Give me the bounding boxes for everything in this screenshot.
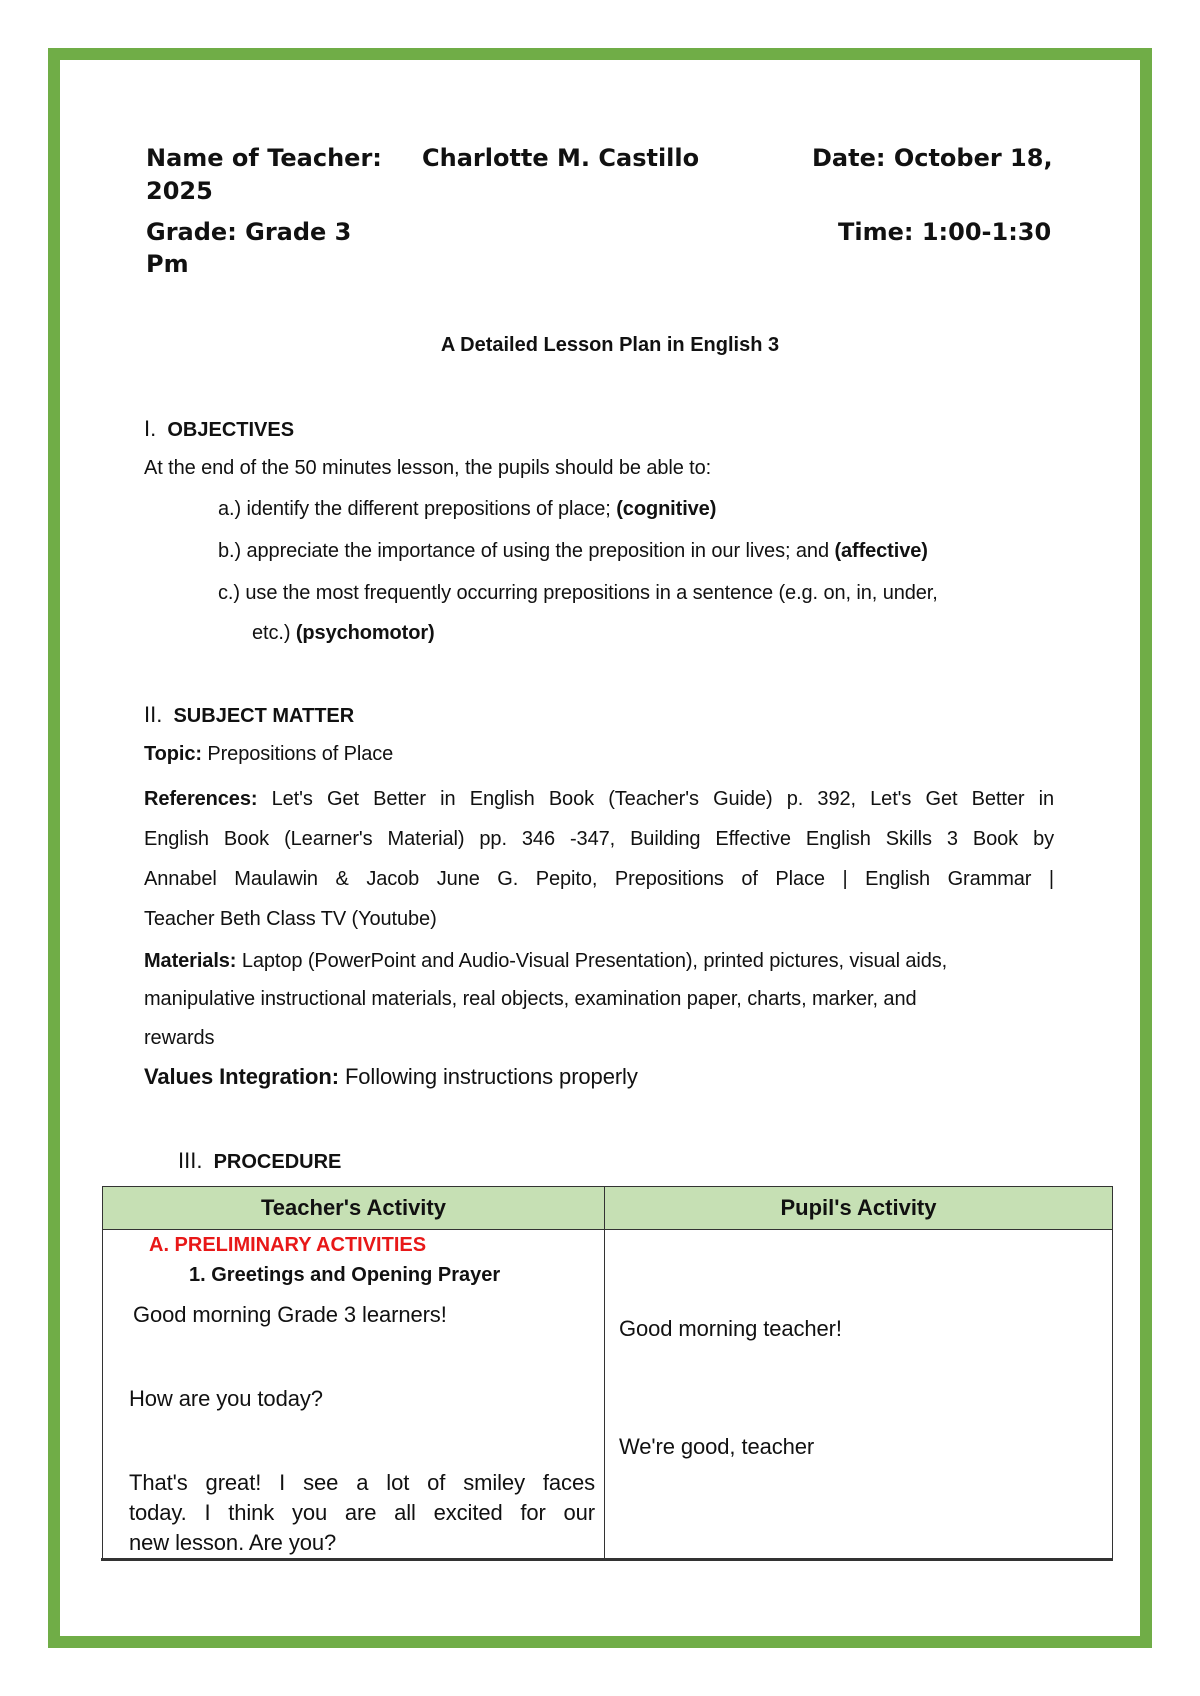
table-bottom-rule xyxy=(101,1558,1113,1561)
objective-text: use the most frequently occurring prepositions in a sentence (e.g. on, in, under, xyxy=(245,582,938,604)
values-text: Following instructions properly xyxy=(344,1064,638,1089)
teacher-name: Charlotte M. Castillo xyxy=(422,144,700,172)
teacher-activity-header: Teacher's Activity xyxy=(103,1187,605,1230)
objective-text: identify the different prepositions of place; xyxy=(246,498,611,520)
materials-line: rewards xyxy=(144,1027,215,1049)
procedure-numeral: III. xyxy=(178,1148,203,1173)
greetings-subheading: 1. Greetings and Opening Prayer xyxy=(189,1264,501,1286)
subject-matter-numeral: II. xyxy=(144,702,163,727)
topic-label: Topic: xyxy=(144,743,202,765)
values-label: Values Integration: xyxy=(144,1064,339,1089)
teacher-line: today. I think you are all excited for our xyxy=(129,1500,595,1525)
objectives-numeral: I. xyxy=(144,416,157,441)
page-title: A Detailed Lesson Plan in English 3 xyxy=(440,334,780,356)
objective-item xyxy=(218,498,716,521)
objective-domain: (psychomotor) xyxy=(295,622,435,644)
objective-marker: b.) xyxy=(218,540,242,562)
materials-label: Materials: xyxy=(144,950,237,972)
pupil-line: We're good, teacher xyxy=(619,1434,815,1459)
pupil-activity-cell xyxy=(605,1230,1113,1559)
time-suffix: Pm xyxy=(146,250,189,278)
objectives-heading xyxy=(144,416,294,442)
references-line xyxy=(144,788,1054,811)
objective-text: appreciate the importance of using the preposition in our lives; and xyxy=(246,540,829,562)
table-header-row xyxy=(103,1187,1113,1230)
topic-value: Prepositions of Place xyxy=(207,743,394,765)
references-line: English Book (Learner's Material) pp. 346 -347, Building Effective English Skills 3 Book by xyxy=(144,828,1054,850)
teacher-label: Name of Teacher: xyxy=(146,144,382,172)
materials-text: Laptop (PowerPoint and Audio-Visual Presentation), printed pictures, visual aids, xyxy=(241,950,948,972)
time-label: Time: 1:00-1:30 xyxy=(838,218,1052,246)
table-row xyxy=(103,1230,1113,1559)
values-line xyxy=(144,1064,638,1090)
teacher-line: Good morning Grade 3 learners! xyxy=(133,1302,447,1327)
objective-text: etc.) xyxy=(252,622,291,644)
teacher-line: How are you today? xyxy=(129,1386,323,1411)
objective-item-continued xyxy=(252,622,435,645)
pupil-line: Good morning teacher! xyxy=(619,1316,842,1341)
grade-label: Grade: Grade 3 xyxy=(146,218,352,246)
objective-item xyxy=(218,540,928,563)
date-label: Date: October 18, xyxy=(812,144,1053,172)
procedure-table xyxy=(102,1186,1113,1559)
pupil-activity-header: Pupil's Activity xyxy=(605,1187,1113,1230)
subject-matter-title: SUBJECT MATTER xyxy=(173,705,355,727)
objective-domain: (affective) xyxy=(834,540,928,562)
objectives-intro: At the end of the 50 minutes lesson, the pupils should be able to: xyxy=(144,457,712,479)
teacher-line: new lesson. Are you? xyxy=(129,1530,337,1555)
references-label: References: xyxy=(144,788,258,810)
objective-domain: (cognitive) xyxy=(616,498,717,520)
subject-matter-heading xyxy=(144,702,354,728)
materials-line xyxy=(144,950,947,973)
references-line: Annabel Maulawin & Jacob June G. Pepito, Prepositions of Place | English Grammar | xyxy=(144,868,1054,890)
procedure-title: PROCEDURE xyxy=(213,1151,342,1173)
topic-line xyxy=(144,743,393,766)
date-year: 2025 xyxy=(146,177,213,205)
objectives-title: OBJECTIVES xyxy=(167,419,295,441)
teacher-line: That's great! I see a lot of smiley faces xyxy=(129,1470,595,1495)
objective-item xyxy=(218,582,938,605)
references-line: Teacher Beth Class TV (Youtube) xyxy=(144,908,437,930)
procedure-heading xyxy=(178,1148,341,1174)
objective-marker: c.) xyxy=(218,582,240,604)
section-a-heading: A. PRELIMINARY ACTIVITIES xyxy=(149,1234,427,1256)
objective-marker: a.) xyxy=(218,498,242,520)
references-text: Let's Get Better in English Book (Teacher's Guide) p. 392, Let's Get Better in xyxy=(271,788,1055,810)
teacher-activity-cell xyxy=(103,1230,605,1559)
materials-line: manipulative instructional materials, real objects, examination paper, charts, marker, and xyxy=(144,988,917,1010)
